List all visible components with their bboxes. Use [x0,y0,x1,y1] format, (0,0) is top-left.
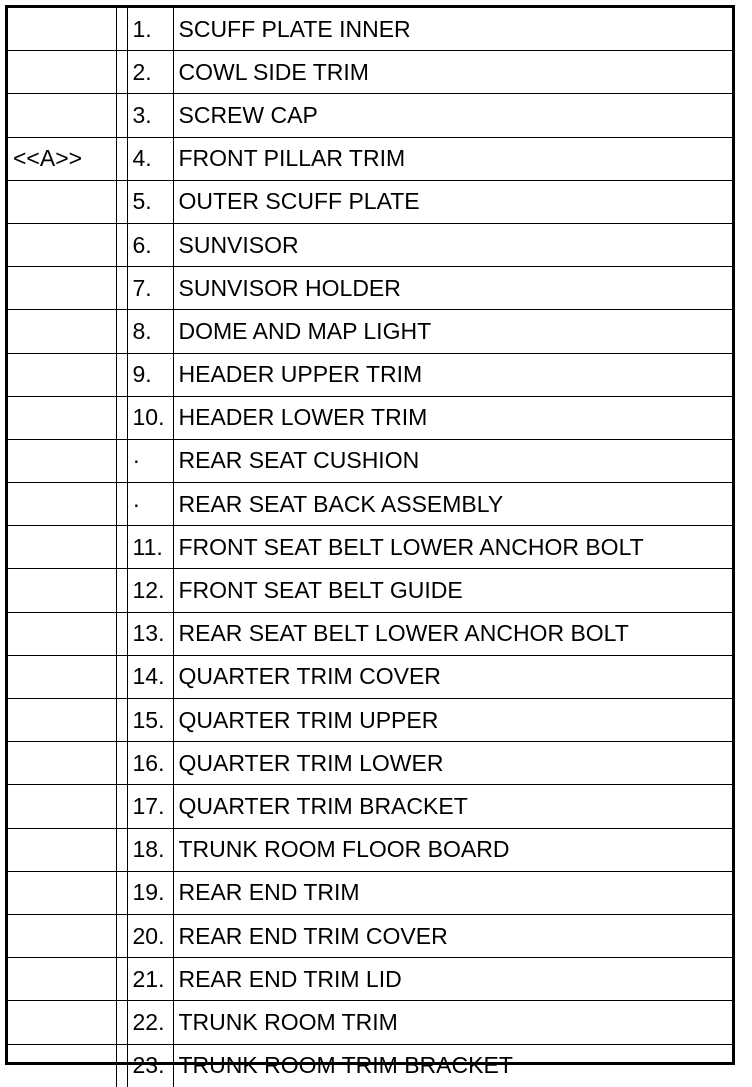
ref-cell [8,828,116,871]
gap-cell [116,785,127,828]
table-row [8,137,732,180]
item-number: 1. [127,8,173,51]
item-number: 22. [127,1001,173,1044]
item-name: QUARTER TRIM COVER [173,655,732,698]
ref-cell [8,353,116,396]
table-row [8,353,732,396]
table-row [8,742,732,785]
table-row [8,785,732,828]
table-row [8,396,732,439]
ref-cell [8,180,116,223]
ref-cell [8,1001,116,1044]
ref-cell [8,871,116,914]
gap-cell [116,699,127,742]
gap-cell [116,310,127,353]
gap-cell [116,483,127,526]
gap-cell [116,8,127,51]
ref-cell [8,569,116,612]
item-number: 19. [127,871,173,914]
ref-cell [8,655,116,698]
item-name: QUARTER TRIM LOWER [173,742,732,785]
item-number: 14. [127,655,173,698]
item-number: 11. [127,526,173,569]
gap-cell [116,439,127,482]
item-name: QUARTER TRIM BRACKET [173,785,732,828]
item-name: REAR END TRIM LID [173,958,732,1001]
item-name: TRUNK ROOM TRIM [173,1001,732,1044]
item-number: 9. [127,353,173,396]
ref-cell [8,785,116,828]
item-name: TRUNK ROOM TRIM BRACKET [173,1044,732,1087]
item-name: SCREW CAP [173,94,732,137]
item-number: 7. [127,267,173,310]
table-row [8,8,732,51]
table-row [8,871,732,914]
ref-cell [8,439,116,482]
item-number: 2. [127,51,173,94]
item-name: HEADER UPPER TRIM [173,353,732,396]
ref-cell [8,51,116,94]
table-row [8,958,732,1001]
table-row [8,94,732,137]
ref-cell [8,1044,116,1087]
ref-cell [8,94,116,137]
item-number: 15. [127,699,173,742]
item-number: 20. [127,914,173,957]
ref-cell [8,612,116,655]
item-number: 18. [127,828,173,871]
table-row [8,526,732,569]
item-number: 17. [127,785,173,828]
item-name: OUTER SCUFF PLATE [173,180,732,223]
item-number: 4. [127,137,173,180]
item-name: REAR SEAT BELT LOWER ANCHOR BOLT [173,612,732,655]
item-number: 12. [127,569,173,612]
item-number: 8. [127,310,173,353]
table-row [8,483,732,526]
gap-cell [116,1001,127,1044]
item-name: FRONT SEAT BELT GUIDE [173,569,732,612]
ref-cell: <<A>> [8,137,116,180]
parts-table [8,8,732,1087]
item-name: REAR END TRIM [173,871,732,914]
item-name: REAR SEAT CUSHION [173,439,732,482]
item-name: HEADER LOWER TRIM [173,396,732,439]
gap-cell [116,871,127,914]
table-row [8,1001,732,1044]
gap-cell [116,569,127,612]
gap-cell [116,267,127,310]
gap-cell [116,612,127,655]
item-name: REAR END TRIM COVER [173,914,732,957]
gap-cell [116,94,127,137]
ref-cell [8,742,116,785]
table-row [8,310,732,353]
parts-list-table [5,5,735,1079]
ref-cell [8,526,116,569]
item-name: SCUFF PLATE INNER [178,15,411,42]
table-row [8,1044,732,1087]
table-row [8,267,732,310]
ref-cell [8,223,116,266]
table-row [8,569,732,612]
ref-cell [8,396,116,439]
ref-cell [8,958,116,1001]
item-name: DOME AND MAP LIGHT [173,310,732,353]
item-name: FRONT SEAT BELT LOWER ANCHOR BOLT [173,526,732,569]
gap-cell [116,353,127,396]
parts-table-body [8,8,732,1087]
table-row [8,51,732,94]
item-number: · [127,483,173,526]
item-name: FRONT PILLAR TRIM [173,137,732,180]
gap-cell [116,180,127,223]
ref-cell [8,8,116,51]
item-number: 5. [127,180,173,223]
table-row [8,612,732,655]
table-row [8,655,732,698]
gap-cell [116,958,127,1001]
gap-cell [116,742,127,785]
gap-cell [116,396,127,439]
ref-cell [8,914,116,957]
ref-cell [8,310,116,353]
item-name: SUNVISOR [173,223,732,266]
table-row [8,699,732,742]
table-row [8,223,732,266]
table-row [8,180,732,223]
gap-cell [116,1044,127,1087]
gap-cell [116,914,127,957]
item-name: TRUNK ROOM FLOOR BOARD [173,828,732,871]
item-number: 10. [127,396,173,439]
item-number: 3. [127,94,173,137]
gap-cell [116,655,127,698]
table-row [8,828,732,871]
item-name: QUARTER TRIM UPPER [173,699,732,742]
item-number: 6. [127,223,173,266]
item-number: 16. [127,742,173,785]
gap-cell [116,137,127,180]
table-row [8,914,732,957]
ref-cell [8,699,116,742]
item-name: SUNVISOR HOLDER [173,267,732,310]
gap-cell [116,51,127,94]
table-row [8,439,732,482]
ref-cell [8,483,116,526]
item-name: REAR SEAT BACK ASSEMBLY [173,483,732,526]
item-number: · [127,439,173,482]
gap-cell [116,223,127,266]
ref-cell [8,267,116,310]
item-name: COWL SIDE TRIM [173,51,732,94]
gap-cell [116,526,127,569]
item-number: 13. [127,612,173,655]
item-number: 21. [127,958,173,1001]
gap-cell [116,828,127,871]
item-number: 23. [127,1044,173,1087]
